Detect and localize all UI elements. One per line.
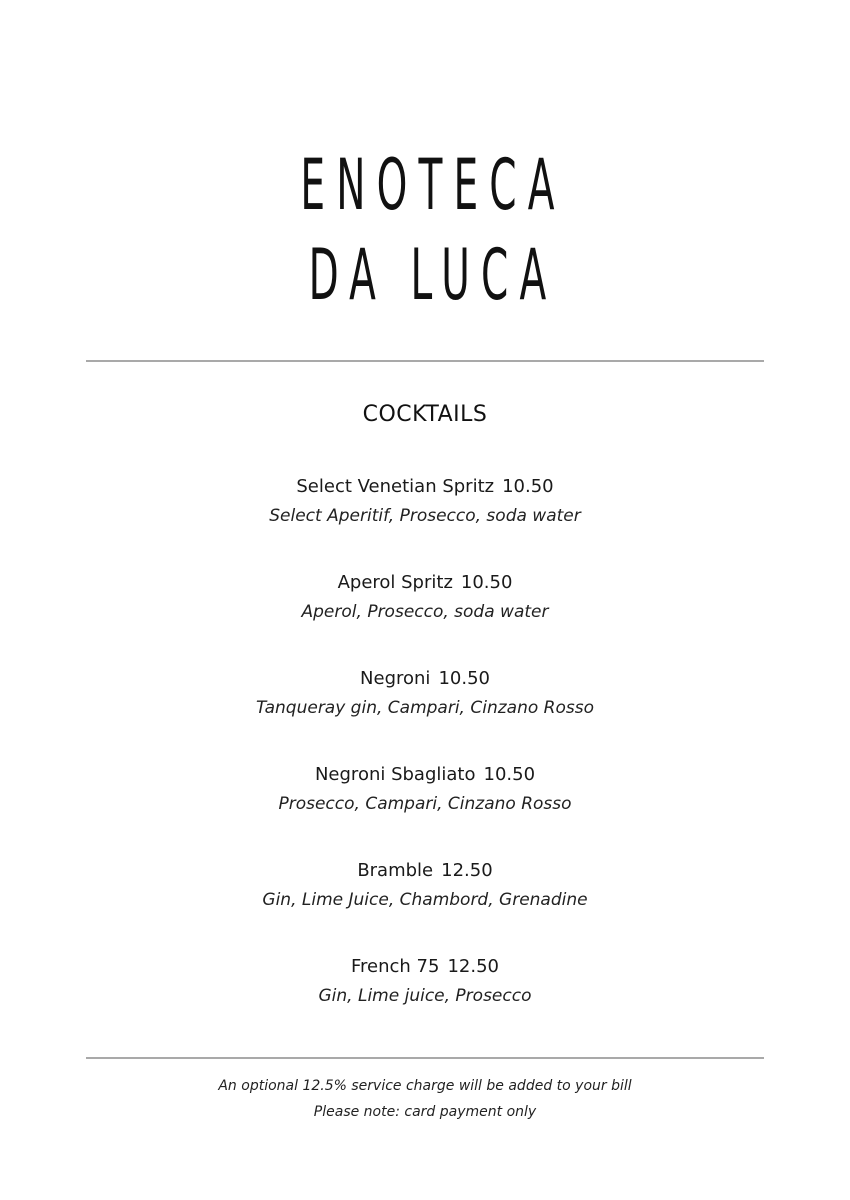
menu-item-price: 12.50	[447, 956, 499, 977]
menu-item	[0, 857, 850, 953]
menu-item-name: Negroni	[360, 668, 431, 689]
menu-item-description: Tanqueray gin, Campari, Cinzano Rosso	[256, 698, 594, 718]
menu-item-price: 10.50	[502, 476, 554, 497]
section-title: COCKTAILS	[362, 402, 488, 427]
menu-item-header	[0, 953, 850, 981]
menu-item-price: 10.50	[460, 572, 513, 593]
menu-item-name: Bramble	[357, 860, 434, 881]
menu-item-header	[0, 857, 850, 885]
menu-item-price: 10.50	[483, 764, 536, 785]
service-charge-note: An optional 12.5% service charge will be added to your bill	[218, 1078, 632, 1094]
menu-item	[0, 953, 850, 1049]
menu-item-name: French 75	[351, 956, 440, 977]
menu-item-price: 12.50	[441, 860, 493, 881]
menu-item	[0, 473, 850, 569]
menu-item-description: Prosecco, Campari, Cinzano Rosso	[278, 794, 572, 814]
logo-line-1: ENOTECA	[300, 144, 566, 226]
menu-item-description: Gin, Lime juice, Prosecco	[318, 986, 532, 1006]
bottom-divider	[86, 1057, 764, 1059]
restaurant-logo	[0, 140, 850, 320]
menu-item	[0, 761, 850, 857]
menu-item-description: Select Aperitif, Prosecco, soda water	[269, 506, 581, 526]
top-divider	[86, 360, 764, 362]
menu-item	[0, 665, 850, 761]
menu-item-name: Select Venetian Spritz	[296, 476, 495, 497]
menu-item	[0, 569, 850, 665]
menu-item-name: Aperol Spritz	[337, 572, 453, 593]
menu-item-header	[0, 665, 850, 693]
menu-item-description: Gin, Lime Juice, Chambord, Grenadine	[262, 890, 588, 910]
menu-item-price: 10.50	[438, 668, 490, 689]
menu-item-description: Aperol, Prosecco, soda water	[301, 602, 549, 622]
footer-notes	[0, 1073, 850, 1125]
menu-item-list	[0, 473, 850, 1049]
payment-note: Please note: card payment only	[313, 1104, 537, 1120]
menu-item-name: Negroni Sbagliato	[314, 764, 476, 785]
menu-item-header	[0, 761, 850, 789]
menu-item-header	[0, 569, 850, 597]
logo-line-2: DA LUCA	[308, 234, 558, 316]
menu-item-header	[0, 473, 850, 501]
